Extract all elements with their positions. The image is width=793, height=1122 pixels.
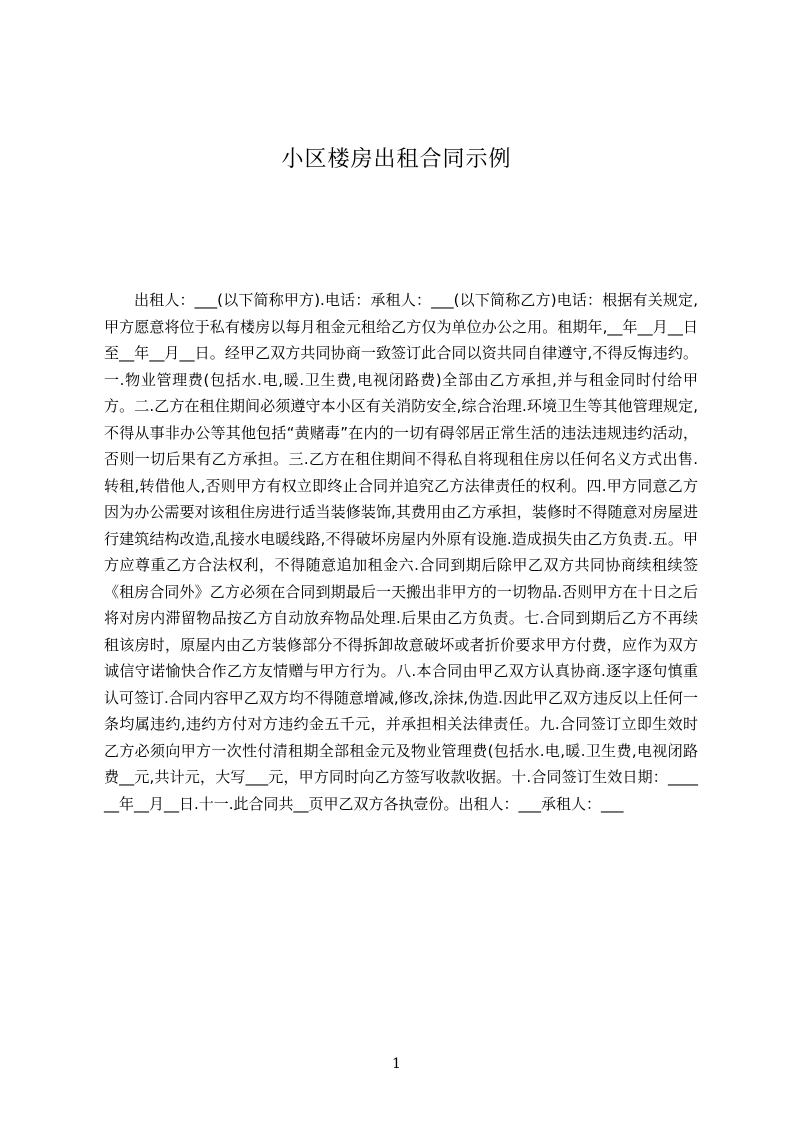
contract-body: 出租人：___(以下简称甲方).电话：承租人：___(以下简称乙方)电话：根据有关规定,甲方愿意将位于私有楼房以每月租金元租给乙方仅为单位办公之用。租期年,__年__月__日至__年__月__日。经甲乙双方共同协商一致签订此合同以资共同自律遵守,不得反悔违约。一.物业管理费(包括水.电,暖.卫生费,电视闭路费)全部由乙方承担,并与租金同时付给甲方。二.乙方在租住期间必须遵守本小区有关消防安全,综合治理.环境卫生等其他管理规定,不得从事非办公等其他包括“黄赌毒”在内的一切有碍邻居正常生活的违法违规违约活动，否则一切后果有乙方承担。三.乙方在租住期间不得私自将现租住房以任何名义方式出售.转租,转借他人,否则甲方有权立即终止合同并追究乙方法律责任的权利。四.甲方同意乙方因为办公需要对该租住房进行适当装修装饰,其费用由乙方承担，装修时不得随意对房屋进行建筑结构改造,乱接水电暖线路,不得破坏房屋内外原有设施.造成损失由乙方负责.五。甲方应尊重乙方合法权利，不得随意追加租金六.合同到期后除甲乙双方共同协商续租续签《租房合同外》乙方必须在合同到期最后一天搬出非甲方的一切物品.否则甲方在十日之后将对房内滞留物品按乙方自动放弃物品处理.后果由乙方负责。七.合同到期后乙方不再续租该房时，原屋内由乙方装修部分不得拆卸故意破坏或者折价要求甲方付费，应作为双方诚信守诺愉快合作乙方友情赠与甲方行为。八.本合同由甲乙双方认真协商.逐字逐句慎重认可签订.合同内容甲乙双方均不得随意增减,修改,涂抹,伪造.因此甲乙双方违反以上任何一条均属违约,违约方付对方违约金五千元，并承担相关法律责任。九.合同签订立即生效时乙方必须向甲方一次性付清租期全部租金元及物业管理费(包括水.电,暖.卫生费,电视闭路费__元,共计元，大写___元，甲方同时向乙方签写收款收据。十.合同签订生效日期：______年__月__日.十一.此合同共__页甲乙双方各执壹份。出租人：___承租人：___	[104, 291, 698, 813]
document-title: 小区楼房出租合同示例	[281, 147, 512, 172]
page-number: 1	[392, 1056, 401, 1072]
